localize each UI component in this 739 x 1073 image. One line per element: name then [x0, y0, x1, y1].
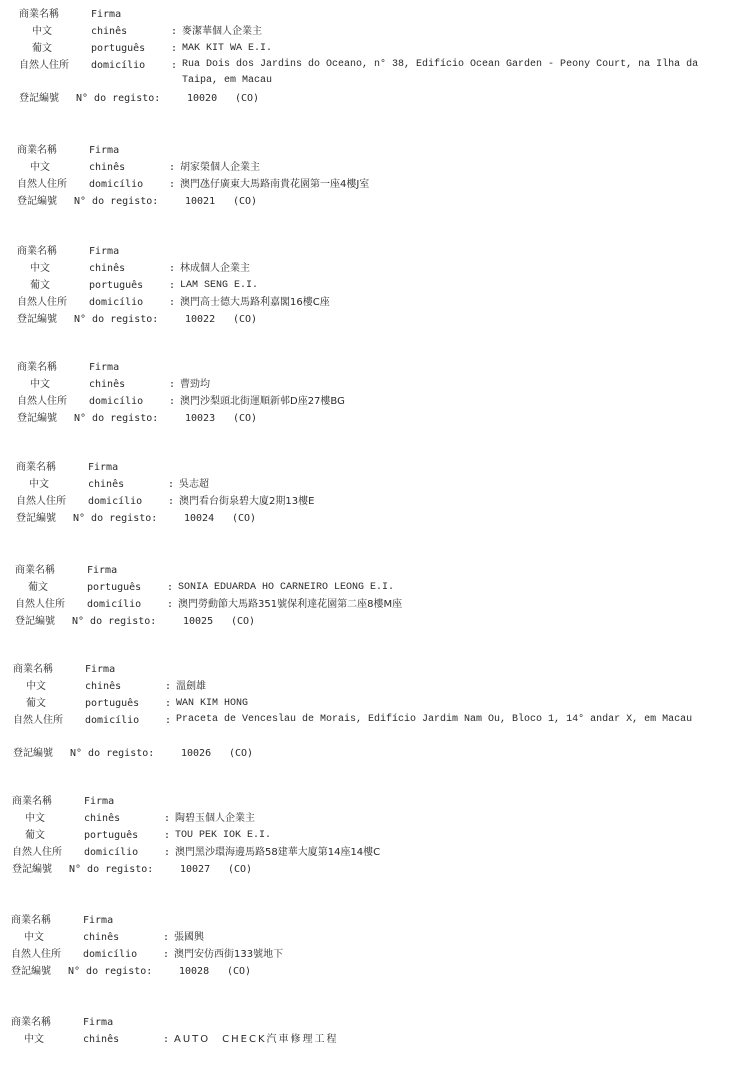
chinese-label-pt: chinês [89, 162, 126, 173]
chinese-label-zh: 中文 [25, 813, 45, 824]
portuguese-name-value: TOU PEK IOK E.I. [175, 830, 272, 841]
chinese-label-pt: chinês [85, 681, 122, 692]
reg-label-zh: 登記編號 [17, 314, 57, 325]
reg-label-pt: N° do registo: [73, 513, 158, 524]
reg-number: 10027 [180, 864, 211, 875]
separator: : [169, 263, 176, 274]
domicile-label-zh: 自然人住所 [12, 847, 62, 858]
separator: : [169, 379, 176, 390]
domicile-label-pt: domicílio [89, 179, 144, 190]
separator: : [165, 715, 172, 726]
portuguese-label-zh: 葡文 [32, 43, 52, 54]
separator: : [171, 26, 178, 37]
chinese-name-value: AUTO CHECK汽車修理工程 [174, 1034, 339, 1045]
firma-label-zh: 商業名稱 [15, 565, 55, 576]
reg-class: (CO) [233, 413, 258, 424]
firma-label-pt: Firma [87, 565, 118, 576]
chinese-name-value: 溫劍雄 [176, 681, 206, 692]
separator: : [164, 813, 171, 824]
portuguese-name-value: LAM SENG E.I. [180, 280, 259, 291]
reg-class: (CO) [235, 93, 260, 104]
separator: : [168, 479, 175, 490]
chinese-label-pt: chinês [83, 1034, 120, 1045]
chinese-label-zh: 中文 [26, 681, 46, 692]
chinese-label-zh: 中文 [32, 26, 52, 37]
reg-label-pt: N° do registo: [70, 748, 155, 759]
chinese-name-value: 陶碧玉個人企業主 [175, 813, 255, 824]
reg-class: (CO) [233, 314, 258, 325]
chinese-label-zh: 中文 [29, 479, 49, 490]
reg-label-pt: N° do registo: [68, 966, 153, 977]
reg-label-zh: 登記編號 [13, 748, 53, 759]
domicile-value: 澳門黑沙環海邊馬路58建華大廈第14座14樓C [175, 847, 381, 858]
separator: : [169, 280, 176, 291]
chinese-label-pt: chinês [89, 263, 126, 274]
reg-number: 10021 [185, 196, 216, 207]
reg-label-zh: 登記編號 [17, 413, 57, 424]
portuguese-label-zh: 葡文 [28, 582, 48, 593]
reg-number: 10026 [181, 748, 212, 759]
chinese-name-value: 曹勁均 [180, 379, 210, 390]
chinese-label-pt: chinês [88, 479, 125, 490]
chinese-name-value: 麥潔華個人企業主 [182, 26, 262, 37]
portuguese-label-zh: 葡文 [30, 280, 50, 291]
reg-class: (CO) [228, 864, 253, 875]
separator: : [169, 162, 176, 173]
reg-label-pt: N° do registo: [76, 93, 161, 104]
reg-number: 10025 [183, 616, 214, 627]
domicile-label-pt: domicílio [89, 396, 144, 407]
domicile-label-pt: domicílio [88, 496, 143, 507]
domicile-label-pt: domicílio [87, 599, 142, 610]
firma-label-zh: 商業名稱 [11, 915, 51, 926]
separator: : [171, 60, 178, 71]
domicile-label-pt: domicílio [85, 715, 140, 726]
separator: : [163, 932, 170, 943]
firma-label-zh: 商業名稱 [17, 246, 57, 257]
separator: : [169, 297, 176, 308]
separator: : [163, 1034, 170, 1045]
portuguese-label-pt: português [91, 43, 146, 54]
reg-label-zh: 登記編號 [11, 966, 51, 977]
firma-label-pt: Firma [84, 796, 115, 807]
separator: : [171, 43, 178, 54]
firma-label-zh: 商業名稱 [13, 664, 53, 675]
firma-label-pt: Firma [91, 9, 122, 20]
reg-class: (CO) [229, 748, 254, 759]
domicile-label-zh: 自然人住所 [19, 60, 69, 71]
reg-label-pt: N° do registo: [72, 616, 157, 627]
domicile-value: Rua Dois dos Jardins do Oceano, n° 38, Edifício Ocean Garden - Peony Court, na Ilha da Taipa, em Macau [182, 59, 699, 86]
domicile-value: 澳門安仿西街133號地下 [174, 949, 284, 960]
firma-label-zh: 商業名稱 [19, 9, 59, 20]
separator: : [165, 681, 172, 692]
chinese-label-pt: chinês [84, 813, 121, 824]
firma-label-pt: Firma [88, 462, 119, 473]
portuguese-label-pt: português [89, 280, 144, 291]
domicile-value: 澳門看台街泉碧大廈2期13樓E [179, 496, 315, 507]
firma-label-pt: Firma [83, 915, 114, 926]
domicile-label-zh: 自然人住所 [13, 715, 63, 726]
reg-class: (CO) [231, 616, 256, 627]
reg-number: 10022 [185, 314, 216, 325]
domicile-label-zh: 自然人住所 [16, 496, 66, 507]
domicile-value: 澳門高士德大馬路利嘉閣16樓C座 [180, 297, 330, 308]
reg-number: 10023 [185, 413, 216, 424]
chinese-label-zh: 中文 [30, 263, 50, 274]
firma-label-zh: 商業名稱 [17, 362, 57, 373]
reg-number: 10028 [179, 966, 210, 977]
reg-class: (CO) [227, 966, 252, 977]
reg-label-zh: 登記編號 [19, 93, 59, 104]
domicile-value: 澳門勞動節大馬路351號保利達花園第二座8樓M座 [178, 599, 403, 610]
domicile-label-pt: domicílio [84, 847, 139, 858]
reg-label-zh: 登記編號 [16, 513, 56, 524]
reg-class: (CO) [232, 513, 257, 524]
portuguese-name-value: WAN KIM HONG [176, 698, 249, 709]
reg-label-pt: N° do registo: [74, 413, 159, 424]
chinese-name-value: 吳志超 [179, 479, 209, 490]
domicile-label-zh: 自然人住所 [15, 599, 65, 610]
domicile-label-pt: domicílio [91, 60, 146, 71]
chinese-label-zh: 中文 [30, 162, 50, 173]
separator: : [164, 847, 171, 858]
reg-class: (CO) [233, 196, 258, 207]
chinese-name-value: 林成個人企業主 [180, 263, 250, 274]
chinese-label-zh: 中文 [30, 379, 50, 390]
portuguese-label-pt: português [87, 582, 142, 593]
firma-label-pt: Firma [89, 246, 120, 257]
chinese-label-pt: chinês [83, 932, 120, 943]
firma-label-zh: 商業名稱 [12, 796, 52, 807]
separator: : [169, 179, 176, 190]
domicile-label-zh: 自然人住所 [17, 179, 67, 190]
reg-label-zh: 登記編號 [15, 616, 55, 627]
reg-label-zh: 登記編號 [17, 196, 57, 207]
domicile-value: 澳門氹仔廣東大馬路南貴花園第一座4樓J室 [180, 179, 370, 190]
domicile-value: 澳門沙梨頭北街運順新邨D座27樓BG [180, 396, 345, 407]
separator: : [168, 496, 175, 507]
separator: : [165, 698, 172, 709]
domicile-label-zh: 自然人住所 [11, 949, 61, 960]
portuguese-label-pt: português [84, 830, 139, 841]
separator: : [163, 949, 170, 960]
separator: : [167, 599, 174, 610]
portuguese-name-value: SONIA EDUARDA HO CARNEIRO LEONG E.I. [178, 582, 395, 593]
reg-label-zh: 登記編號 [12, 864, 52, 875]
firma-label-zh: 商業名稱 [17, 145, 57, 156]
domicile-label-zh: 自然人住所 [17, 396, 67, 407]
chinese-label-zh: 中文 [24, 932, 44, 943]
firma-label-zh: 商業名稱 [11, 1017, 51, 1028]
domicile-label-pt: domicílio [89, 297, 144, 308]
firma-label-zh: 商業名稱 [16, 462, 56, 473]
chinese-label-pt: chinês [89, 379, 126, 390]
reg-label-pt: N° do registo: [74, 196, 159, 207]
portuguese-label-zh: 葡文 [25, 830, 45, 841]
chinese-name-value: 胡家榮個人企業主 [180, 162, 260, 173]
separator: : [167, 582, 174, 593]
firma-label-pt: Firma [83, 1017, 114, 1028]
reg-number: 10024 [184, 513, 215, 524]
separator: : [164, 830, 171, 841]
domicile-label-zh: 自然人住所 [17, 297, 67, 308]
domicile-value: Praceta de Venceslau de Morais, Edifício Jardim Nam Ou, Bloco 1, 14° andar X, em Macau [176, 714, 693, 725]
separator: : [169, 396, 176, 407]
domicile-label-pt: domicílio [83, 949, 138, 960]
chinese-name-value: 張國興 [174, 932, 204, 943]
firma-label-pt: Firma [89, 362, 120, 373]
reg-label-pt: N° do registo: [74, 314, 159, 325]
chinese-label-pt: chinês [91, 26, 128, 37]
reg-label-pt: N° do registo: [69, 864, 154, 875]
chinese-label-zh: 中文 [24, 1034, 44, 1045]
portuguese-label-pt: português [85, 698, 140, 709]
firma-label-pt: Firma [89, 145, 120, 156]
portuguese-name-value: MAK KIT WA E.I. [182, 43, 273, 54]
reg-number: 10020 [187, 93, 218, 104]
portuguese-label-zh: 葡文 [26, 698, 46, 709]
firma-label-pt: Firma [85, 664, 116, 675]
